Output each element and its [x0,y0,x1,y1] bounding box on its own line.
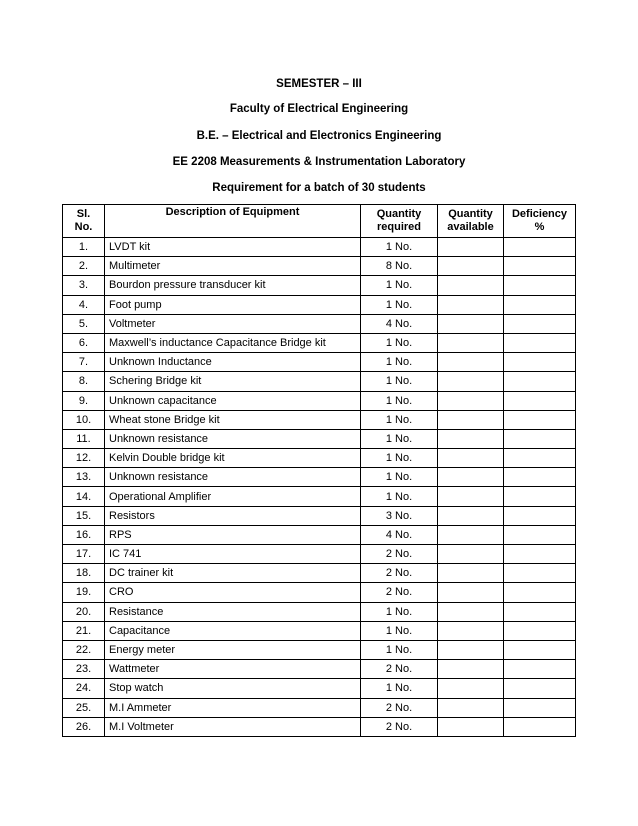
table-row [63,583,576,602]
row-qty-required-cell: 1 No. [361,679,438,698]
program-heading: B.E. – Electrical and Electronics Engineering [196,130,442,142]
row-deficiency-cell [504,602,576,621]
table-row [63,698,576,717]
row-sl-cell: 20. [63,602,105,621]
row-qty-available-cell [438,238,504,257]
row-qty-available-cell [438,372,504,391]
row-sl-cell: 6. [63,333,105,352]
row-deficiency-cell [504,295,576,314]
row-qty-available-cell [438,545,504,564]
table-row [63,449,576,468]
row-sl-cell: 24. [63,679,105,698]
row-sl-cell: 16. [63,525,105,544]
row-qty-required-cell: 4 No. [361,314,438,333]
row-description-cell: Resistors [105,506,361,525]
requirement-heading: Requirement for a batch of 30 students [212,182,426,194]
table-row [63,391,576,410]
row-description-cell: Bourdon pressure transducer kit [105,276,361,295]
row-sl-cell: 25. [63,698,105,717]
row-sl-cell: 10. [63,410,105,429]
row-deficiency-cell [504,640,576,659]
table-row [63,717,576,736]
row-qty-available-cell [438,449,504,468]
row-deficiency-cell [504,276,576,295]
row-qty-available-cell [438,295,504,314]
row-description-cell: Foot pump [105,295,361,314]
row-sl-cell: 3. [63,276,105,295]
row-description-cell: DC trainer kit [105,564,361,583]
row-description-cell: Wheat stone Bridge kit [105,410,361,429]
row-deficiency-cell [504,353,576,372]
row-description-cell: Stop watch [105,679,361,698]
row-description-cell: Kelvin Double bridge kit [105,449,361,468]
row-description-cell: Operational Amplifier [105,487,361,506]
row-qty-required-cell: 1 No. [361,391,438,410]
row-description-cell: Schering Bridge kit [105,372,361,391]
row-deficiency-cell [504,698,576,717]
table-row [63,602,576,621]
table-body [63,238,576,737]
row-qty-required-cell: 1 No. [361,468,438,487]
column-header-qty-required: Quantity required [361,205,438,238]
table-header-row [63,205,576,238]
column-header-sl: Sl. No. [63,205,105,238]
row-qty-required-cell: 2 No. [361,660,438,679]
row-deficiency-cell [504,410,576,429]
row-sl-cell: 4. [63,295,105,314]
table-row [63,410,576,429]
row-deficiency-cell [504,257,576,276]
row-sl-cell: 12. [63,449,105,468]
table-row [63,372,576,391]
row-sl-cell: 8. [63,372,105,391]
row-sl-cell: 18. [63,564,105,583]
row-deficiency-cell [504,525,576,544]
row-deficiency-cell [504,660,576,679]
table-row [63,429,576,448]
row-deficiency-cell [504,564,576,583]
row-qty-available-cell [438,698,504,717]
row-description-cell: M.I Voltmeter [105,717,361,736]
row-description-cell: IC 741 [105,545,361,564]
table-row [63,238,576,257]
row-deficiency-cell [504,583,576,602]
row-qty-required-cell: 2 No. [361,698,438,717]
row-qty-required-cell: 1 No. [361,449,438,468]
row-qty-available-cell [438,621,504,640]
row-deficiency-cell [504,506,576,525]
row-description-cell: Unknown Inductance [105,353,361,372]
row-description-cell: Unknown resistance [105,429,361,448]
table-row [63,506,576,525]
row-qty-required-cell: 2 No. [361,717,438,736]
row-sl-cell: 21. [63,621,105,640]
table-row [63,545,576,564]
row-sl-cell: 23. [63,660,105,679]
faculty-heading: Faculty of Electrical Engineering [229,103,409,115]
table-row [63,468,576,487]
row-qty-required-cell: 1 No. [361,602,438,621]
row-deficiency-cell [504,468,576,487]
column-header-qty-available: Quantity available [438,205,504,238]
table-row [63,621,576,640]
row-qty-available-cell [438,314,504,333]
row-qty-required-cell: 2 No. [361,564,438,583]
row-deficiency-cell [504,314,576,333]
column-header-deficiency: Deficiency % [504,205,576,238]
table-row [63,257,576,276]
row-qty-required-cell: 1 No. [361,621,438,640]
row-description-cell: Energy meter [105,640,361,659]
row-sl-cell: 15. [63,506,105,525]
row-qty-required-cell: 1 No. [361,295,438,314]
row-qty-available-cell [438,679,504,698]
row-sl-cell: 22. [63,640,105,659]
row-qty-required-cell: 2 No. [361,583,438,602]
row-deficiency-cell [504,391,576,410]
row-qty-available-cell [438,487,504,506]
row-description-cell: CRO [105,583,361,602]
table-row [63,295,576,314]
table-row [63,679,576,698]
table-row [63,314,576,333]
row-qty-required-cell: 1 No. [361,372,438,391]
equipment-table [62,204,576,737]
row-description-cell: LVDT kit [105,238,361,257]
column-header-description: Description of Equipment [105,205,361,238]
row-qty-available-cell [438,525,504,544]
table-row [63,276,576,295]
row-description-cell: Resistance [105,602,361,621]
row-qty-required-cell: 1 No. [361,353,438,372]
row-deficiency-cell [504,372,576,391]
row-qty-available-cell [438,276,504,295]
row-qty-available-cell [438,391,504,410]
row-sl-cell: 9. [63,391,105,410]
row-sl-cell: 26. [63,717,105,736]
table-row [63,353,576,372]
row-qty-available-cell [438,660,504,679]
row-qty-available-cell [438,602,504,621]
row-description-cell: Capacitance [105,621,361,640]
row-qty-available-cell [438,506,504,525]
row-description-cell: Voltmeter [105,314,361,333]
row-qty-required-cell: 1 No. [361,333,438,352]
row-description-cell: Wattmeter [105,660,361,679]
course-heading: EE 2208 Measurements & Instrumentation Laboratory [172,156,466,168]
row-deficiency-cell [504,487,576,506]
row-description-cell: Multimeter [105,257,361,276]
row-description-cell: Unknown resistance [105,468,361,487]
row-qty-required-cell: 2 No. [361,545,438,564]
row-sl-cell: 19. [63,583,105,602]
row-qty-required-cell: 1 No. [361,487,438,506]
row-sl-cell: 13. [63,468,105,487]
row-deficiency-cell [504,545,576,564]
row-description-cell: RPS [105,525,361,544]
row-sl-cell: 7. [63,353,105,372]
row-qty-available-cell [438,429,504,448]
table-row [63,487,576,506]
table-row [63,640,576,659]
row-deficiency-cell [504,333,576,352]
row-qty-available-cell [438,257,504,276]
row-sl-cell: 17. [63,545,105,564]
row-sl-cell: 5. [63,314,105,333]
semester-heading: SEMESTER – III [276,78,362,90]
row-qty-available-cell [438,564,504,583]
row-deficiency-cell [504,679,576,698]
row-qty-required-cell: 1 No. [361,276,438,295]
row-description-cell: Maxwell’s inductance Capacitance Bridge kit [105,333,361,352]
row-qty-required-cell: 3 No. [361,506,438,525]
row-qty-required-cell: 8 No. [361,257,438,276]
row-qty-required-cell: 1 No. [361,640,438,659]
row-qty-available-cell [438,353,504,372]
row-qty-available-cell [438,640,504,659]
row-deficiency-cell [504,449,576,468]
table-row [63,525,576,544]
row-deficiency-cell [504,238,576,257]
table-row [63,333,576,352]
row-qty-required-cell: 1 No. [361,410,438,429]
row-sl-cell: 11. [63,429,105,448]
row-sl-cell: 2. [63,257,105,276]
row-sl-cell: 14. [63,487,105,506]
row-qty-available-cell [438,468,504,487]
row-qty-available-cell [438,717,504,736]
row-qty-required-cell: 4 No. [361,525,438,544]
table-row [63,660,576,679]
row-qty-available-cell [438,583,504,602]
row-deficiency-cell [504,717,576,736]
row-description-cell: Unknown capacitance [105,391,361,410]
row-sl-cell: 1. [63,238,105,257]
row-description-cell: M.I Ammeter [105,698,361,717]
row-deficiency-cell [504,621,576,640]
row-qty-required-cell: 1 No. [361,429,438,448]
row-qty-available-cell [438,333,504,352]
row-deficiency-cell [504,429,576,448]
row-qty-required-cell: 1 No. [361,238,438,257]
table-row [63,564,576,583]
row-qty-available-cell [438,410,504,429]
